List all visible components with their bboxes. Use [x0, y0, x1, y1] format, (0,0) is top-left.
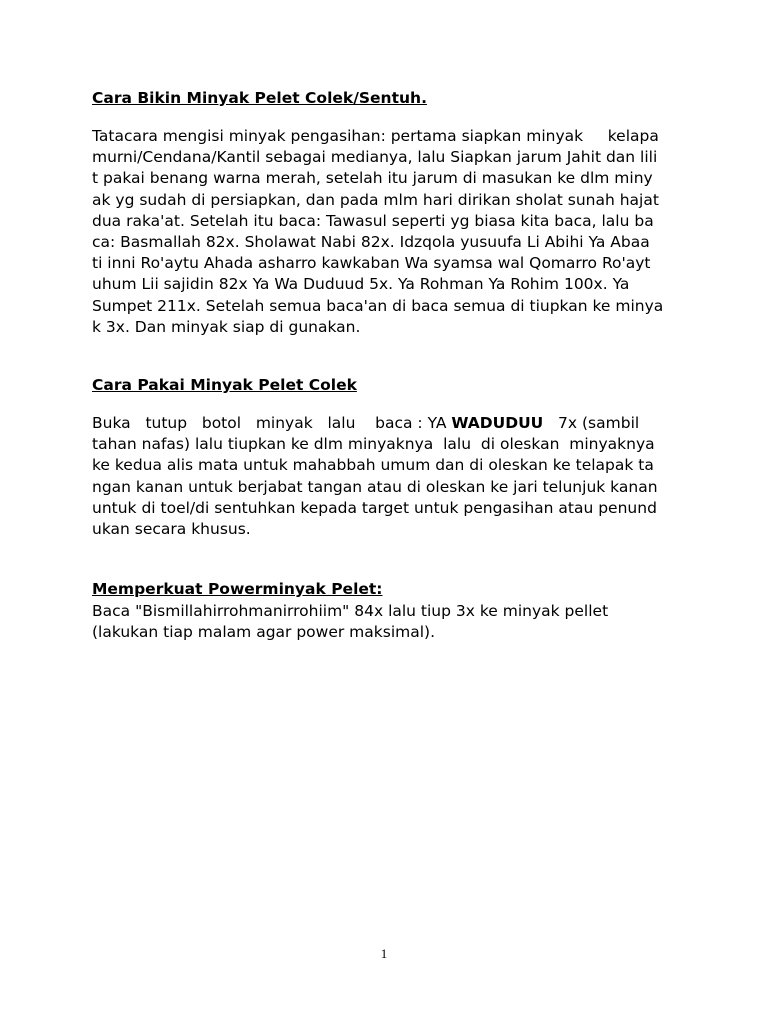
section1-line: ak yg sudah di persiapkan, dan pada mlm hari dirikan sholat sunah hajat: [92, 190, 659, 209]
section1-paragraph: [92, 126, 682, 338]
section2-heading: Cara Pakai Minyak Pelet Colek: [92, 376, 357, 394]
section1-line: murni/Cendana/Kantil sebagai medianya, lalu Siapkan jarum Jahit dan lili: [92, 148, 658, 167]
section1-line: k 3x. Dan minyak siap di gunakan.: [92, 317, 361, 336]
section1-line: t pakai benang warna merah, setelah itu jarum di masukan ke dlm miny: [92, 169, 653, 188]
section2-line: tahan nafas) lalu tiupkan ke dlm minyaknya lalu di oleskan minyaknya: [92, 435, 655, 454]
section1-heading: Cara Bikin Minyak Pelet Colek/Sentuh.: [92, 89, 427, 107]
section2-line-start: Buka tutup botol minyak lalu baca : YA: [92, 414, 452, 432]
page-number: 1: [380, 946, 388, 961]
section1-line: uhum Lii sajidin 82x Ya Wa Duduud 5x. Ya Rohman Ya Rohim 100x. Ya: [92, 275, 630, 294]
section2-line: ngan kanan untuk berjabat tangan atau di oleskan ke jari telunjuk kanan: [92, 477, 658, 496]
section3-heading: Memperkuat Powerminyak Pelet:: [92, 580, 383, 598]
section2-line: [92, 413, 682, 434]
section1-line: dua raka'at. Setelah itu baca: Tawasul seperti yg biasa kita baca, lalu ba: [92, 211, 654, 230]
section1-line: ca: Basmallah 82x. Sholawat Nabi 82x. Idzqola yusuufa Li Abihi Ya Abaa: [92, 232, 650, 251]
section2-bold-word: WADUDUU: [451, 414, 544, 432]
section2-paragraph: [92, 413, 682, 540]
section2-line-end: 7x (sambil: [543, 414, 640, 432]
section2-line: ukan secara khusus.: [92, 519, 251, 538]
section3-line: (lakukan tiap malam agar power maksimal).: [92, 623, 436, 642]
section2-line: untuk di toel/di sentuhkan kepada target untuk pengasihan atau penund: [92, 498, 657, 517]
section1-line: Sumpet 211x. Setelah semua baca'an di baca semua di tiupkan ke minya: [92, 296, 664, 315]
section1-line: Tatacara mengisi minyak pengasihan: pertama siapkan minyak kelapa: [92, 127, 659, 145]
section3-line: Baca "Bismillahirrohmanirrohiim" 84x lalu tiup 3x ke minyak pellet: [92, 602, 609, 620]
section1-line: ti inni Ro'aytu Ahada asharro kawkaban Wa syamsa wal Qomarro Ro'ayt: [92, 254, 651, 273]
section3-paragraph: [92, 601, 682, 643]
section2-line: ke kedua alis mata untuk mahabbah umum dan di oleskan ke telapak ta: [92, 456, 654, 475]
